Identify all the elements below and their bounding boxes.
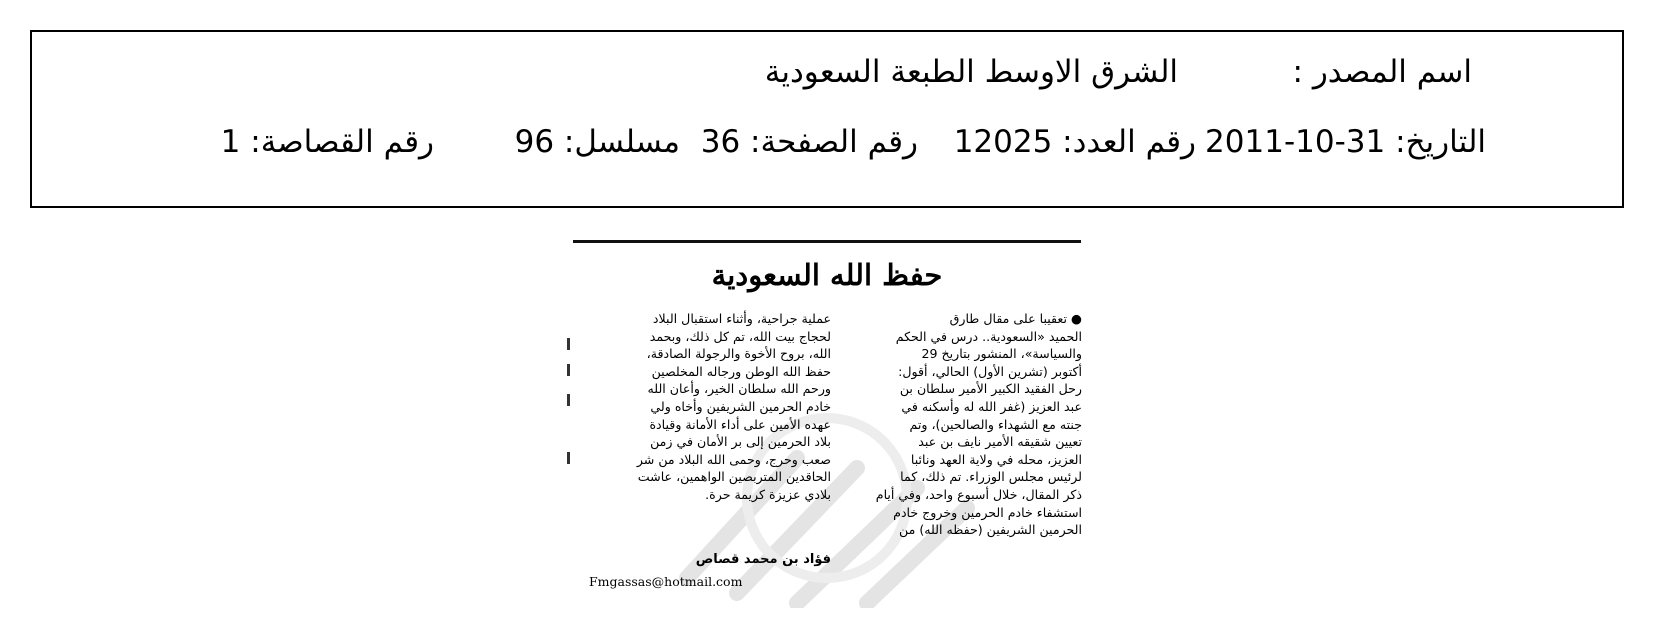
article-line: عهده الأمين على أداء الأمانة وقيادة — [649, 416, 831, 432]
article-author: فؤاد بن محمد قصاص — [695, 552, 831, 567]
newspaper-clipping — [567, 238, 1087, 618]
article-line: بلادي عزيزة كريمة حرة. — [705, 486, 831, 502]
article-line: لحجاج بيت الله، تم كل ذلك، وبحمد — [649, 328, 831, 344]
article-line: الحميد «السعودية.. درس في الحكم — [895, 328, 1082, 344]
article-line: العزيز، محله في ولاية العهد ونائبا — [910, 451, 1082, 467]
article-line: الله، بروح الأخوة والرجولة الصادقة، — [646, 346, 831, 362]
source-value: الشرق الاوسط الطبعة السعودية — [764, 54, 1178, 90]
column-edge-mark — [567, 394, 570, 406]
article-line: عملية جراحية، وأثناء استقبال البلاد — [652, 311, 831, 326]
article-line: الحاقدين المتربصين الواهمين، عاشت — [637, 469, 831, 485]
column-edge-mark — [567, 364, 570, 376]
article-line: الحرمين الشريفين (حفظه الله) من — [899, 522, 1082, 538]
column-edge-mark — [567, 338, 570, 350]
article-line: رحل الفقيد الكبير الأمير سلطان بن — [899, 381, 1082, 397]
clip-number-field: رقم القصاصة: 1 — [220, 124, 434, 160]
article-column-right — [840, 310, 1082, 539]
article-line: خادم الحرمين الشريفين وأخاه ولي — [650, 398, 831, 414]
article-line: جنته مع الشهداء والصالحين)، وتم — [909, 416, 1082, 432]
article-line: تعيين شقيقه الأمير نايف بن عبد — [918, 434, 1082, 450]
article-line: استشفاء خادم الحرمين وخروج خادم — [893, 504, 1082, 520]
article-line: حفظ الله الوطن ورجاله المخلصين — [651, 363, 831, 379]
author-email: Fmgassas@hotmail.com — [589, 574, 743, 589]
column-edge-mark — [567, 452, 570, 464]
article-headline: حفظ الله السعودية — [711, 258, 943, 292]
article-line: صعب وحرج، وحمى الله البلاد من شر — [636, 451, 831, 467]
article-line: والسياسة»، المنشور بتاريخ 29 — [921, 346, 1082, 362]
article-line: ● تعقيبا على مقال طارق — [949, 311, 1082, 326]
article-line: لرئيس مجلس الوزراء. تم ذلك، كما — [900, 469, 1082, 485]
article-line: عبد العزيز (غفر الله له وأسكنه في — [901, 398, 1082, 414]
article-line: ورحم الله سلطان الخير، وأعان الله — [647, 381, 831, 397]
serial-field: مسلسل: 96 — [514, 124, 680, 160]
article-line: بلاد الحرمين إلى بر الأمان في زمن — [650, 434, 831, 450]
article-column-left — [589, 310, 831, 504]
top-rule — [573, 240, 1081, 243]
page-number-field: رقم الصفحة: 36 — [700, 124, 918, 160]
source-label: اسم المصدر : — [1292, 54, 1472, 90]
source-info-box — [30, 30, 1624, 208]
article-line: أكتوبر (تشرين الأول) الحالي، أقول: — [898, 363, 1082, 379]
date-field: التاريخ: 31-10-2011 — [1205, 124, 1486, 160]
issue-number-field: رقم العدد: 12025 — [953, 124, 1196, 160]
article-line: ذكر المقال، خلال أسبوع واحد، وفي أيام — [875, 486, 1082, 502]
